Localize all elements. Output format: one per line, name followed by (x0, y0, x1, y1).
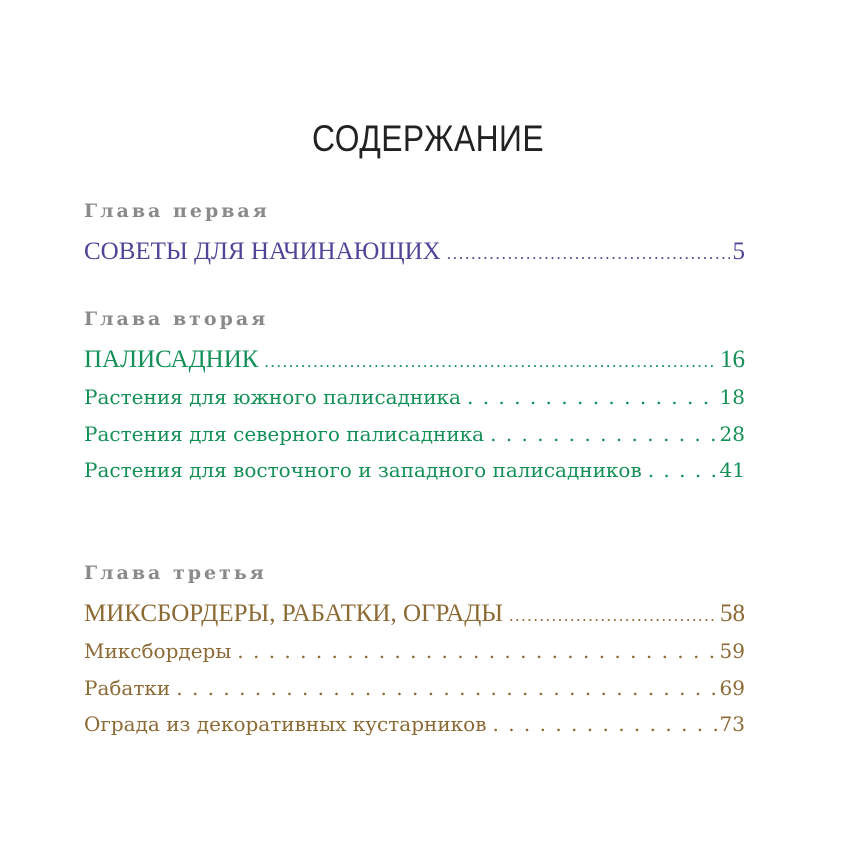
entry-label: ПАЛИСАДНИК (84, 346, 259, 373)
toc-entry-chapter-1-title[interactable] (84, 238, 745, 266)
dot-leader (490, 422, 716, 446)
toc-entry[interactable] (84, 639, 745, 663)
toc-entry[interactable] (84, 385, 745, 409)
dot-leader (467, 385, 717, 409)
dot-leader (492, 712, 716, 736)
entry-label: Растения для северного палисадника (84, 422, 485, 446)
entry-page-number: 58 (720, 600, 745, 627)
dot-leader (176, 676, 716, 700)
page-title: СОДЕРЖАНИЕ (312, 118, 544, 159)
entry-label: Рабатки (84, 676, 171, 700)
dot-leader (648, 458, 717, 482)
entry-page-number: 69 (719, 676, 745, 700)
dot-leader (264, 352, 717, 372)
dot-leader (509, 606, 717, 626)
entry-label: Растения для восточного и западного палисадников (84, 458, 642, 482)
chapter-2-label: Глава вторая (84, 308, 269, 330)
entry-page-number: 28 (719, 422, 745, 446)
entry-label: Растения для южного палисадника (84, 385, 461, 409)
toc-entry[interactable] (84, 712, 745, 736)
entry-page-number: 41 (719, 458, 745, 482)
entry-page-number: 73 (719, 712, 745, 736)
entry-label: Миксбордеры (84, 639, 232, 663)
entry-page-number: 16 (720, 346, 745, 373)
entry-label: Ограда из декоративных кустарников (84, 712, 487, 736)
entry-label: МИКСБОРДЕРЫ, РАБАТКИ, ОГРАДЫ (84, 600, 504, 627)
entry-page-number: 18 (719, 385, 745, 409)
toc-entry-chapter-2-title[interactable] (84, 346, 745, 374)
dot-leader (237, 639, 716, 663)
toc-entry[interactable] (84, 676, 745, 700)
toc-entry[interactable] (84, 458, 745, 482)
chapter-1-label: Глава первая (84, 200, 270, 222)
chapter-3-label: Глава третья (84, 562, 267, 584)
entry-page-number: 59 (719, 639, 745, 663)
toc-entry[interactable] (84, 422, 745, 446)
entry-label: СОВЕТЫ ДЛЯ НАЧИНАЮЩИХ (84, 238, 441, 265)
dot-leader (447, 244, 730, 264)
entry-page-number: 5 (732, 238, 745, 265)
toc-entry-chapter-3-title[interactable] (84, 600, 745, 628)
